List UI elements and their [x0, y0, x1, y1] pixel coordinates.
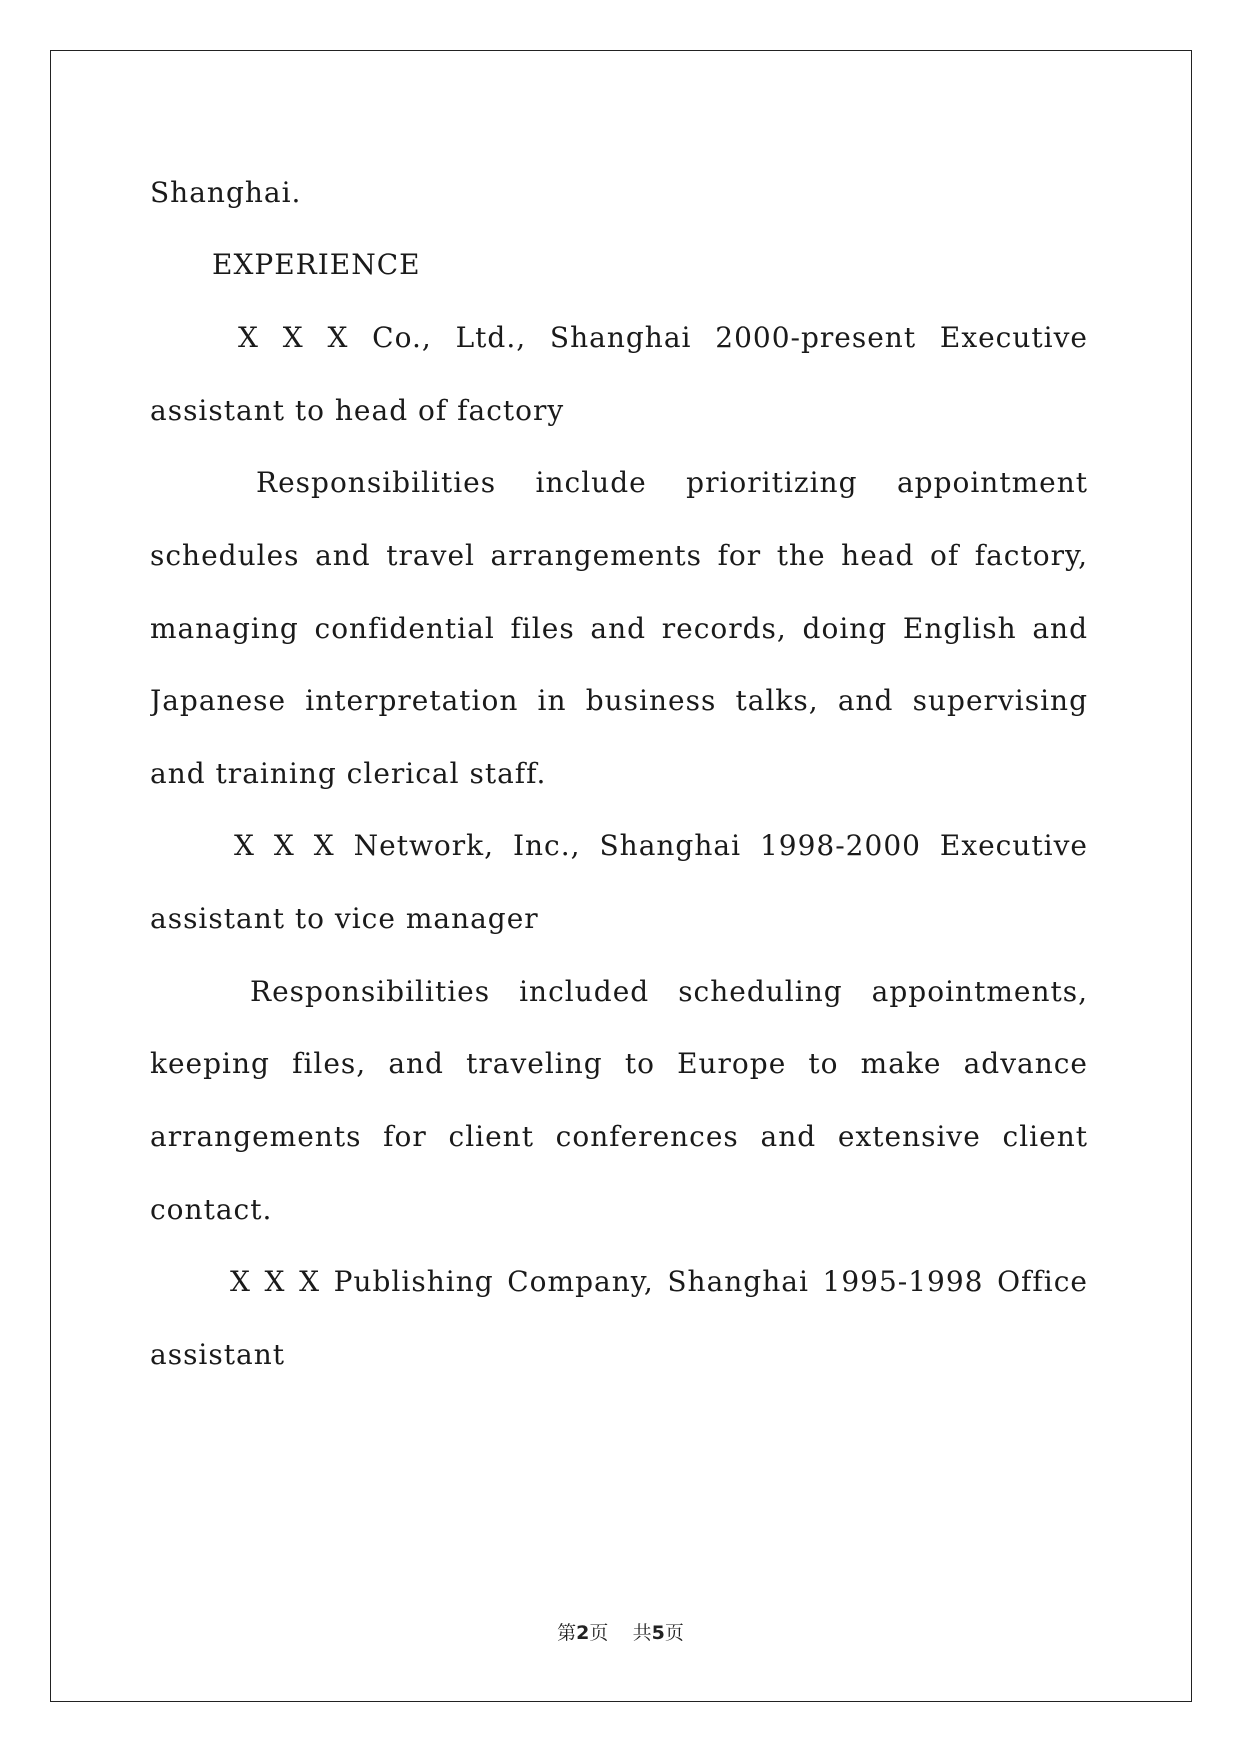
page-footer — [0, 1618, 1241, 1645]
page-suffix: 页 — [589, 1622, 609, 1644]
job-title-line: X X X Network, Inc., Shanghai 1998-2000 Executive — [234, 829, 1088, 862]
paragraph-line: arrangements for client conferences and extensive client — [150, 1120, 1088, 1153]
job-title-line: X X X Publishing Company, Shanghai 1995-1998 Office — [230, 1265, 1088, 1298]
paragraph-line: Japanese interpretation in business talks, and supervising — [150, 684, 1088, 717]
text-line: assistant to head of factory — [150, 394, 565, 427]
paragraph-line: managing confidential files and records, doing English and — [150, 612, 1088, 645]
total-prefix: 共 — [632, 1622, 652, 1644]
job-title-line: X X X Co., Ltd., Shanghai 2000-present Executive — [238, 321, 1088, 354]
paragraph-line: keeping files, and traveling to Europe to make advance — [150, 1047, 1088, 1080]
paragraph-line: schedules and travel arrangements for the head of factory, — [150, 539, 1088, 572]
page-prefix: 第 — [557, 1622, 577, 1644]
page-number: 2 — [576, 1622, 590, 1644]
paragraph-line: contact. — [150, 1193, 273, 1226]
section-heading-experience: EXPERIENCE — [212, 248, 421, 281]
paragraph-line: Responsibilities included scheduling appointments, — [250, 975, 1088, 1008]
text-line: assistant to vice manager — [150, 902, 539, 935]
text-line: assistant — [150, 1338, 285, 1371]
paragraph-line: and training clerical staff. — [150, 757, 547, 790]
total-suffix: 页 — [664, 1622, 684, 1644]
paragraph-line: Responsibilities include prioritizing appointment — [256, 466, 1088, 499]
text-line: Shanghai. — [150, 176, 302, 209]
total-pages: 5 — [651, 1622, 665, 1644]
